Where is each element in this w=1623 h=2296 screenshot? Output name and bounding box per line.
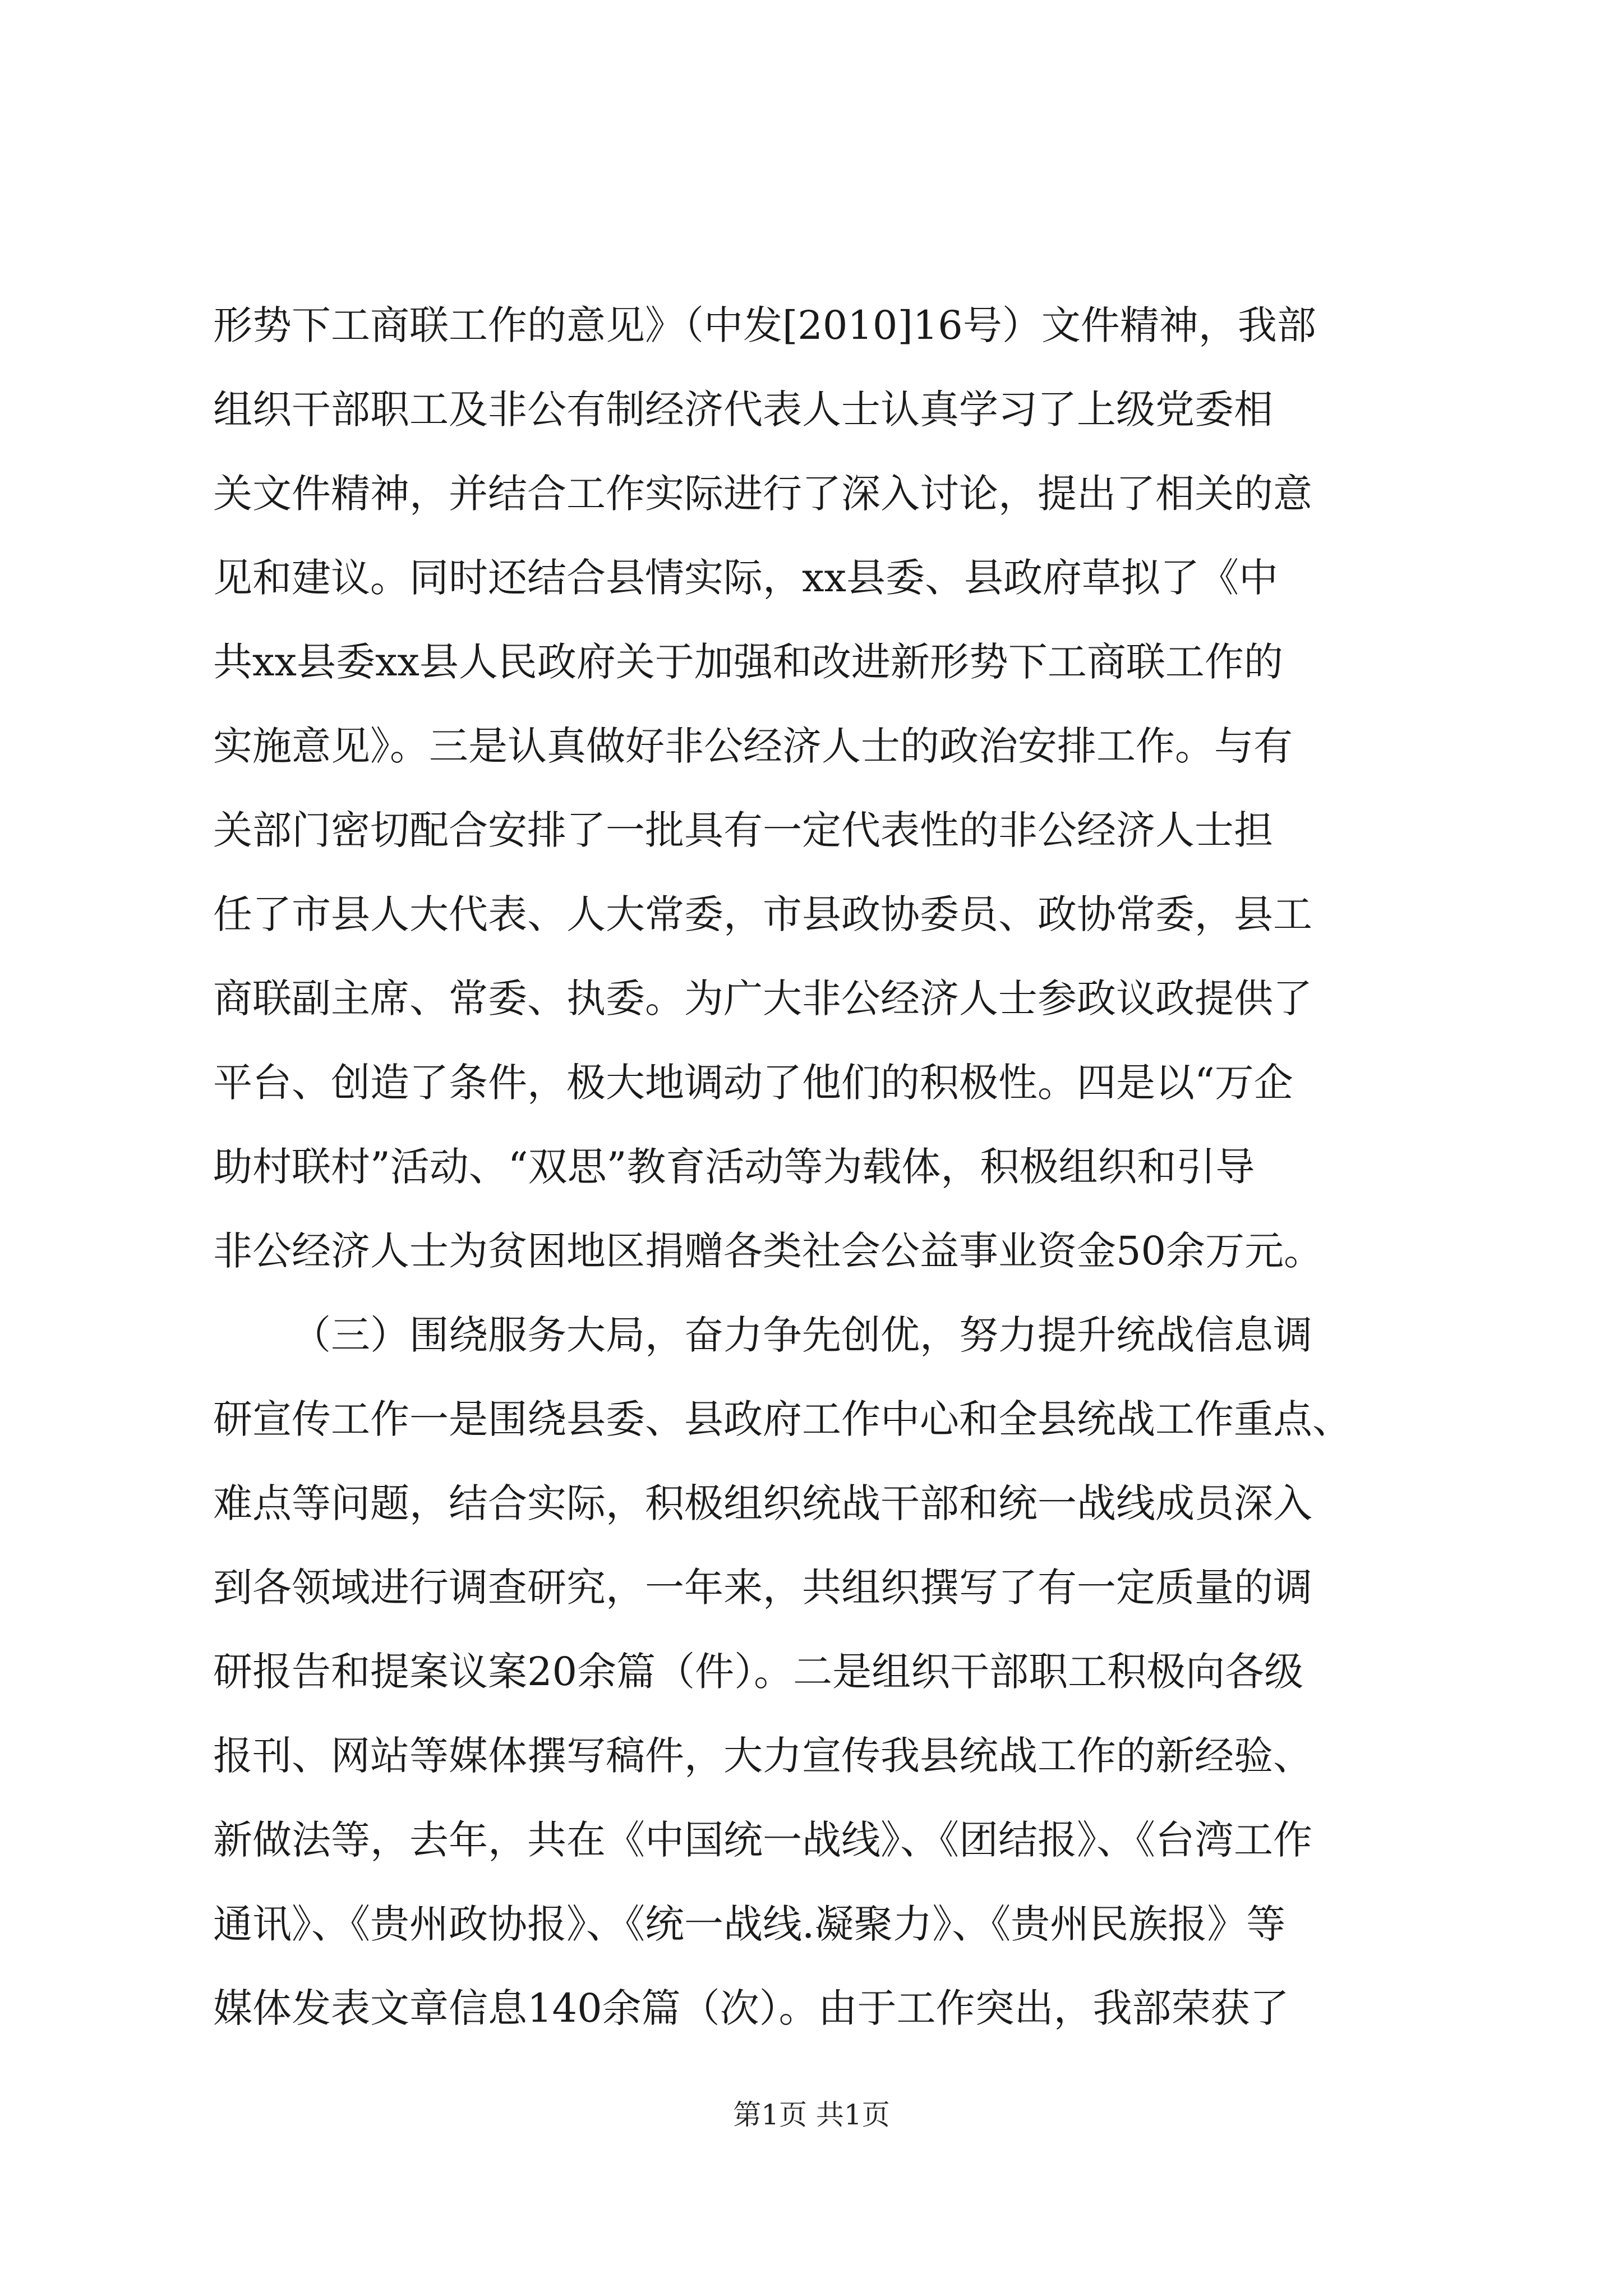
text-line: 共xx县委xx县人民政府关于加强和改进新形势下工商联工作的 <box>213 639 1283 685</box>
text-line: 难点等问题，结合实际，积极组织统战干部和统一战线成员深入 <box>213 1480 1312 1526</box>
text-line: 任了市县人大代表、人大常委，市县政协委员、政协常委，县工 <box>213 891 1312 937</box>
text-line: 平台、创造了条件，极大地调动了他们的积极性。四是以“万企 <box>213 1060 1293 1106</box>
text-line: 研报告和提案议案20余篇（件）。二是组织干部职工积极向各级 <box>213 1649 1304 1695</box>
section-heading-line: （三）围绕服务大局，奋力争先创优，努力提升统战信息调 <box>292 1312 1312 1358</box>
text-line: 形势下工商联工作的意见》（中发[2010]16号）文件精神，我部 <box>213 302 1316 348</box>
text-line: 到各领域进行调查研究，一年来，共组织撰写了有一定质量的调 <box>213 1565 1312 1611</box>
text-line: 通讯》、《贵州政协报》、《统一战线.凝聚力》、《贵州民族报》等 <box>213 1901 1286 1947</box>
text-line: 组织干部职工及非公有制经济代表人士认真学习了上级党委相 <box>213 386 1273 432</box>
text-line: 助村联村”活动、“双思”教育活动等为载体，积极组织和引导 <box>213 1144 1255 1190</box>
page-footer: 第1页 共1页 <box>733 2099 890 2131</box>
text-line: 关部门密切配合安排了一批具有一定代表性的非公经济人士担 <box>213 807 1273 853</box>
text-line: 非公经济人士为贫困地区捐赠各类社会公益事业资金50余万元。 <box>213 1228 1324 1274</box>
text-line: 研宣传工作一是围绕县委、县政府工作中心和全县统战工作重点、 <box>213 1396 1352 1442</box>
text-line: 报刊、网站等媒体撰写稿件，大力宣传我县统战工作的新经验、 <box>213 1733 1312 1779</box>
text-line: 新做法等，去年，共在《中国统一战线》、《团结报》、《台湾工作 <box>213 1817 1312 1863</box>
text-line: 关文件精神，并结合工作实际进行了深入讨论，提出了相关的意 <box>213 471 1312 517</box>
text-line: 实施意见》。三是认真做好非公经济人士的政治安排工作。与有 <box>213 723 1293 769</box>
text-line: 媒体发表文章信息140余篇（次）。由于工作突出，我部荣获了 <box>213 1985 1289 2031</box>
text-line: 见和建议。同时还结合县情实际，xx县委、县政府草拟了《中 <box>213 555 1278 601</box>
text-line: 商联副主席、常委、执委。为广大非公经济人士参政议政提供了 <box>213 976 1312 1022</box>
